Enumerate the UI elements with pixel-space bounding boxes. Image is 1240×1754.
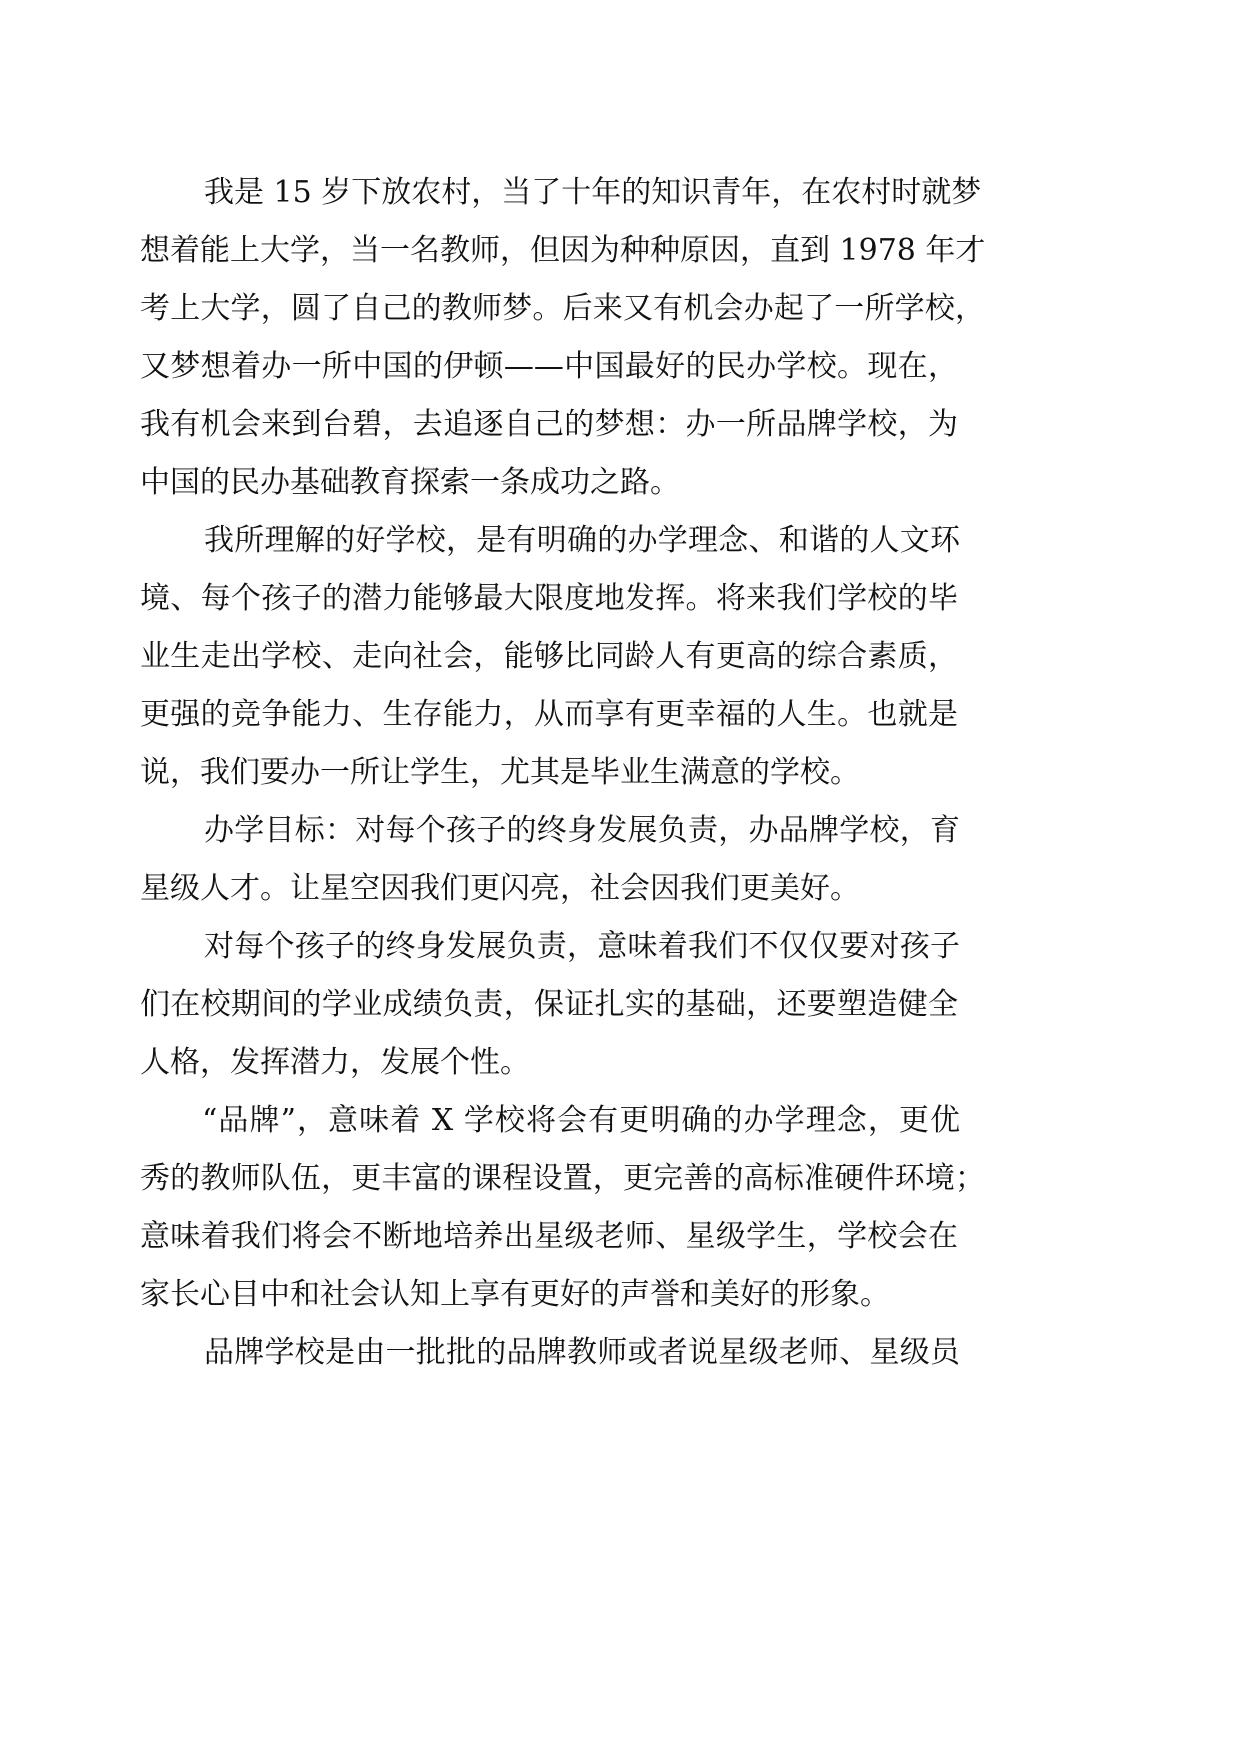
paragraph-1-line-1 xyxy=(0,161,1240,225)
text-line: 我是 15 岁下放农村，当了十年的知识青年，在农村时就梦 xyxy=(204,175,982,210)
paragraph-1-line-2 xyxy=(0,219,1240,283)
paragraph-1-line-6 xyxy=(0,451,1240,515)
text-line: 考上大学，圆了自己的教师梦。后来又有机会办起了一所学校， xyxy=(140,291,985,326)
paragraph-2-line-4 xyxy=(0,683,1240,747)
paragraph-3-line-2 xyxy=(0,857,1240,921)
text-line: 更强的竞争能力、生存能力，从而享有更幸福的人生。也就是 xyxy=(140,697,958,732)
text-line: 家长心目中和社会认知上享有更好的声誉和美好的形象。 xyxy=(140,1277,890,1312)
text-line: 又梦想着办一所中国的伊顿——中国最好的民办学校。现在， xyxy=(140,349,958,384)
paragraph-2-line-1 xyxy=(0,509,1240,573)
text-line: 品牌学校是由一批批的品牌教师或者说星级老师、星级员 xyxy=(204,1335,960,1370)
paragraph-4-line-3 xyxy=(0,1031,1240,1095)
text-line: 星级人才。让星空因我们更闪亮，社会因我们更美好。 xyxy=(140,871,860,906)
text-line: 我所理解的好学校，是有明确的办学理念、和谐的人文环 xyxy=(204,523,960,558)
paragraph-1-line-5 xyxy=(0,393,1240,457)
paragraph-1-line-4 xyxy=(0,335,1240,399)
text-line: 对每个孩子的终身发展负责，意味着我们不仅仅要对孩子 xyxy=(204,929,960,964)
paragraph-2-line-2 xyxy=(0,567,1240,631)
paragraph-5-line-4 xyxy=(0,1263,1240,1327)
text-line: 办学目标：对每个孩子的终身发展负责，办品牌学校，育 xyxy=(204,813,960,848)
text-line: 我有机会来到台碧，去追逐自己的梦想：办一所品牌学校，为 xyxy=(140,407,958,442)
text-line: 们在校期间的学业成绩负责，保证扎实的基础，还要塑造健全 xyxy=(140,987,958,1022)
text-line: 人格，发挥潜力，发展个性。 xyxy=(140,1045,530,1080)
text-line: 意味着我们将会不断地培养出星级老师、星级学生，学校会在 xyxy=(140,1219,958,1254)
text-line: “品牌”，意味着 X 学校将会有更明确的办学理念，更优 xyxy=(202,1103,960,1138)
paragraph-5-line-1 xyxy=(0,1089,1240,1153)
paragraph-2-line-3 xyxy=(0,625,1240,689)
text-line: 中国的民办基础教育探索一条成功之路。 xyxy=(140,465,680,500)
paragraph-5-line-2 xyxy=(0,1147,1240,1211)
paragraph-6-line-1 xyxy=(0,1321,1240,1385)
paragraph-3-line-1 xyxy=(0,799,1240,863)
paragraph-1-line-3 xyxy=(0,277,1240,341)
text-line: 业生走出学校、走向社会，能够比同龄人有更高的综合素质， xyxy=(140,639,958,674)
text-line: 秀的教师队伍，更丰富的课程设置，更完善的高标准硬件环境； xyxy=(140,1161,985,1196)
paragraph-5-line-3 xyxy=(0,1205,1240,1269)
text-line: 说，我们要办一所让学生，尤其是毕业生满意的学校。 xyxy=(140,755,860,790)
text-line: 境、每个孩子的潜力能够最大限度地发挥。将来我们学校的毕 xyxy=(140,581,958,616)
paragraph-4-line-1 xyxy=(0,915,1240,979)
paragraph-4-line-2 xyxy=(0,973,1240,1037)
paragraph-2-line-5 xyxy=(0,741,1240,805)
text-line: 想着能上大学，当一名教师，但因为种种原因，直到 1978 年才 xyxy=(140,233,986,268)
